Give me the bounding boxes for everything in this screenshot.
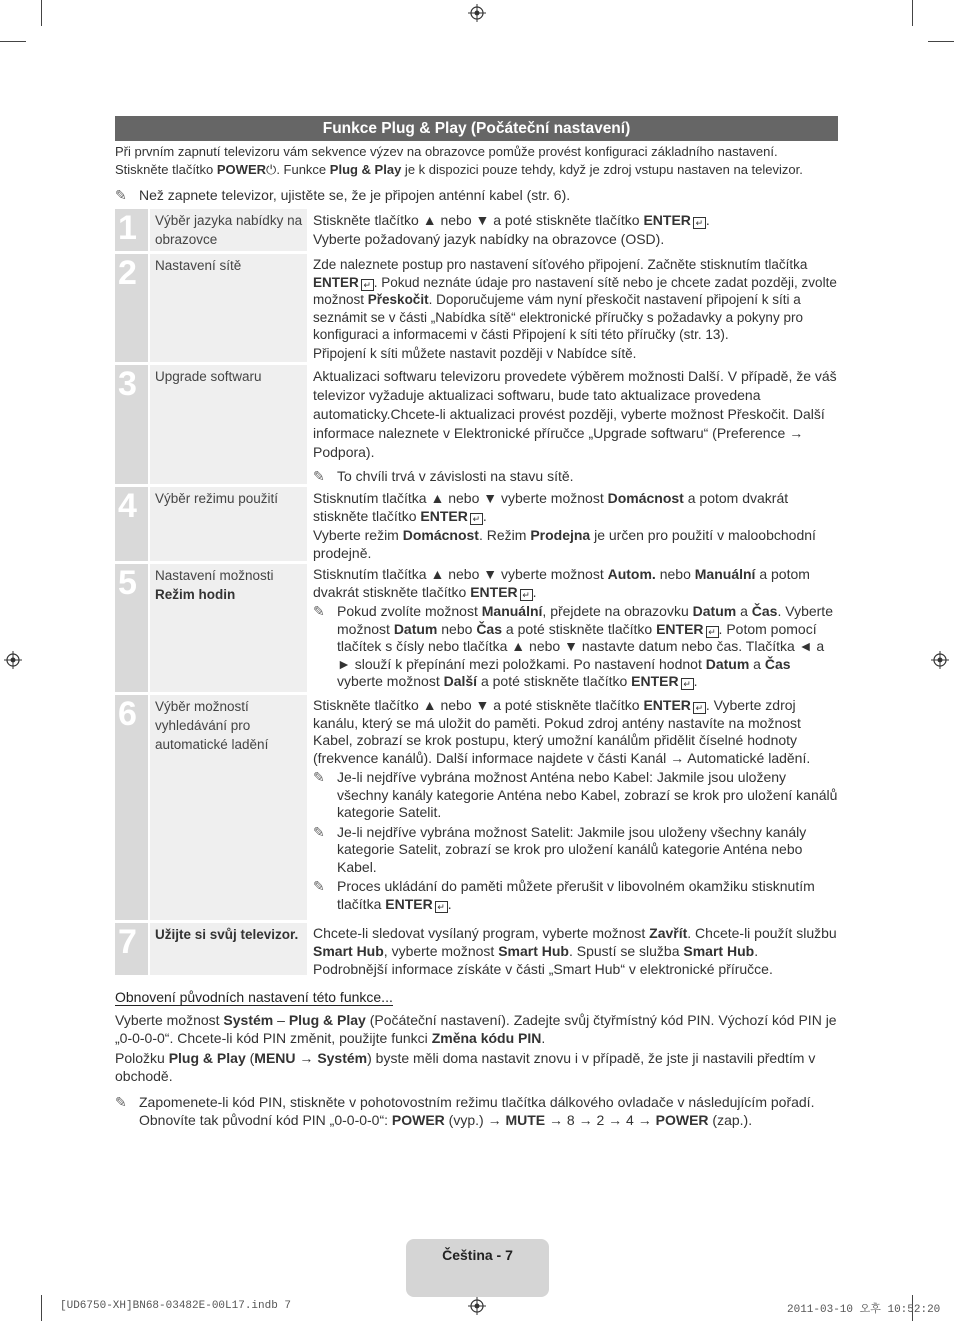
pencil-note-icon: ✎ [313,878,325,894]
crop-mark [41,0,42,26]
desc-text: . Chcete-li použít službu [687,925,837,941]
mute-keyword: MUTE [505,1112,546,1128]
desc-text: Stiskněte tlačítko ▲ nebo ▼ a poté stiskněte tlačítko [313,212,644,228]
note-part: a [736,603,752,619]
crop-mark [928,41,954,42]
desc-text: Vyberte požadovaný jazyk nabídky na obrazovce (OSD). [313,231,665,247]
note-part: . Potom pomocí tlačítek s čísly nebo tlačítka ▲ nebo ▼ nastavte datum nebo čas. Tlačítka ◄ a ► slouží k přepínání mezi položkami. Po nastavení hodnot [337,620,825,672]
intro-text-part: Stiskněte tlačítko [115,162,217,177]
store-keyword: Prodejna [530,527,591,543]
note [313,603,838,691]
enter-keyword: ENTER [470,583,518,600]
crop-mark [41,1295,42,1321]
step-description [307,695,838,920]
smart-hub-keyword: Smart Hub [498,942,569,959]
enter-icon: ↵ [693,217,706,229]
desc-text: . Spustí se služba [568,942,684,959]
power-icon: ⏻ [266,162,277,177]
step-label: Výběr možností vyhledávání pro automatické ladění [150,695,307,920]
power-keyword: POWER [655,1112,709,1128]
desc-text: Připojení k síti můžete nastavit později v Nabídce sítě. [313,345,637,361]
step-row [115,487,838,561]
desc-text: . [754,942,759,959]
enter-icon: ↵ [693,702,706,714]
home-keyword: Domácnost [402,527,479,543]
step-number: 5 [115,564,148,692]
step-description [307,365,838,484]
enter-keyword: ENTER [631,673,679,689]
note-part: Proces ukládání do paměti můžete přerušit v libovolném okamžiku stisknutím tlačítka [337,878,815,912]
pencil-note-icon: ✎ [313,769,325,785]
pencil-note-icon: ✎ [313,823,325,840]
steps-table [115,209,838,978]
footer-timestamp: 2011-03-10 오후 10:52:20 [787,1304,941,1316]
system-keyword: Systém [223,1012,274,1028]
step-label: Nastavení sítě [150,254,307,362]
power-keyword: POWER [216,162,267,177]
desc-text: a potom dvakrát stiskněte tlačítko [313,490,789,524]
step-label: Upgrade softwaru [150,365,307,484]
pencil-note-icon: ✎ [313,603,325,619]
desc-text: Vyberte režim [313,527,403,543]
desc-text: Stisknutím tlačítka ▲ nebo ▼ vyberte možnost [313,566,608,582]
note-text: Pokud zvolíte možnost Manuální, přejdete na obrazovku Datum a Čas. Vyberte možnost Datum nebo Čas a poté stiskněte tlačítko ENTER ↵ . Potom pomocí tlačítek s čísly nebo tlačítka ▲ nebo ▼ nastavte datum nebo čas. Tlačítka ◄ a ► slouží k přepínání mezi položkami. Po nastavení hodnot Datum a Čas vyberte možnost Další a poté stiskněte tlačítko ENTER ↵ . [337,603,833,689]
note-part: Pokud zvolíte možnost [337,603,482,619]
intro-note [115,186,845,204]
enter-icon: ↵ [435,901,448,913]
step-row [115,209,838,251]
note [313,467,838,486]
step-number: 6 [115,695,148,920]
reset-paragraph [115,1011,843,1047]
intro-line: Při prvním zapnutí televizoru vám sekvence výzev na obrazovce pomůže provést konfiguraci základního nastavení. [115,144,778,159]
step-description: Stiskněte tlačítko ▲ nebo ▼ a poté stiskněte tlačítko ENTER ↵ . Vyberte požadovaný jazyk nabídky na obrazovce (OSD). [307,209,838,251]
note-text: Než zapnete televizor, ujistěte se, že je připojen anténní kabel (str. 6). [139,187,571,203]
page-number-tab: Čeština - 7 [406,1239,549,1297]
note-text: To chvíli trvá v závislosti na stavu sítě. [337,468,574,484]
plug-play-keyword: Plug & Play [168,1050,246,1066]
step-number: 7 [115,923,148,975]
step-description: Stisknutím tlačítka ▲ nebo ▼ vyberte možnost Autom. nebo Manuální a potom dvakrát stiskněte tlačítko ENTER ↵ . ✎ Pokud zvolíte možnost Manuální, přejdete na obrazovku Datum a Čas. Vyberte možnost Datum nebo Čas a poté stiskněte tlačítko ENTER ↵ . Potom pomocí tlačítek s čísly nebo tlačítka ▲ nebo ▼ nastavte datum nebo čas. Tlačítka ◄ a ► slouží k přepínání mezi položkami. Po nastavení hodnot Datum a Čas vyberte možnost Další a poté stiskněte tlačítko ENTER ↵ . [307,564,838,692]
desc-text: Zde naleznete postup pro nastavení síťového připojení. Začněte stisknutím tlačítka [313,257,808,272]
enter-keyword: ENTER [643,697,691,713]
step-number: 1 [115,209,148,251]
registration-mark-icon [931,651,949,669]
skip-keyword: Přeskočit [367,292,429,307]
plug-play-keyword: Plug & Play [329,162,402,177]
step-row [115,564,838,692]
note [313,824,838,877]
note-part: (zap.). [708,1112,753,1128]
note-keyword: Čas [476,620,502,637]
step-label: Výběr jazyka nabídky na obrazovce [150,209,307,251]
note-part: a poté stiskněte tlačítko [477,673,632,689]
para-text: ( [245,1050,255,1066]
para-text: – [273,1012,289,1028]
enter-keyword: ENTER [313,274,359,290]
smart-hub-keyword: Smart Hub [683,942,755,959]
desc-text: . Vyberte zdroj kanálu, který se má uložit do paměti. Pokud zdroj antény nastavíte na možnost Kabel, zobrazí se krok postupu, který umožní kanálům přidělit číselné hodnoty (frekvence kanálů). Další informace najdete v části Kanál → Automatické ladění. [313,697,811,766]
reset-paragraph [115,1049,843,1085]
step-label: Užijte si svůj televizor. [150,923,307,975]
enter-icon: ↵ [361,279,374,291]
pencil-note-icon: ✎ [115,187,127,203]
enter-icon: ↵ [470,513,483,525]
note-part: (vyp.) → [444,1112,506,1128]
para-text: Vyberte možnost [115,1012,224,1028]
system-keyword: Systém [317,1050,368,1066]
desc-text: . Doporučujeme vám nyní přeskočit nastavení připojení k síti a seznámit se v části „Nabídka sítě“ elektronické příručky s požadavky a pokyny pro konfiguraci a informacemi v části Připojení k síti této příručky (str. 13). [313,292,803,342]
note-part: nebo [437,620,477,637]
home-keyword: Domácnost [607,490,684,506]
desc-text: je určen pro použití v maloobchodní prodejně. [313,527,816,561]
intro-text-part: je k dispozici pouze tehdy, když je zdroj vstupu nastaven na televizor. [401,162,803,177]
step-row [115,923,838,975]
registration-mark-icon [468,1297,486,1315]
note-part: . Vyberte možnost [337,603,833,637]
step-description [307,923,838,975]
desc-text: nebo [655,566,695,582]
reset-note [115,1093,843,1129]
pencil-note-icon: ✎ [313,468,325,484]
intro-text [115,143,845,179]
step-row [115,365,838,484]
section-title: Funkce Plug & Play (Počáteční nastavení) [115,116,838,141]
registration-mark-icon [4,651,22,669]
note-text: Je-li nejdříve vybrána možnost Satelit: Jakmile jsou uloženy všechny kanály kategorie Satelit, zobrazí se krok pro uložení kanálů kategorie Anténa nebo Kabel. [337,823,807,875]
note-part: vyberte možnost [337,673,444,689]
enter-keyword: ENTER [656,620,704,637]
desc-text: Stisknutím tlačítka ▲ nebo ▼ vyberte možnost [313,490,608,506]
step-label [150,564,307,692]
note-part: a [749,655,765,672]
para-text: Položku [115,1050,169,1066]
desc-text: Podrobnější informace získáte v části „Smart Hub“ v elektronické příručce. [313,961,773,977]
enter-keyword: ENTER [385,895,433,912]
enter-icon: ↵ [520,589,533,601]
note-keyword: Datum [393,620,438,637]
note-keyword: Další [443,673,478,689]
step-row [115,695,838,920]
note-part: Zapomenete-li kód PIN, stiskněte v pohotovostním režimu tlačítka dálkového ovladače v následujícím pořadí. Obnovíte tak původní kód PIN „0-0-0-0“: [139,1094,815,1128]
note-keyword: Čas [764,655,791,672]
crop-mark [0,41,26,42]
para-text: (Počáteční nastavení). Zadejte svůj čtyřmístný kód PIN. Výchozí kód PIN je „0-0-0-0“. Chcete-li kód PIN změnit, použijte funkci [115,1012,837,1046]
close-keyword: Zavřít [649,925,688,941]
desc-text: Chcete-li sledovat vysílaný program, vyberte možnost [313,925,650,941]
desc-text: Aktualizaci softwaru televizoru provedete výběrem možnosti Další. V případě, že váš televizor vyžaduje aktualizaci softwaru, bude tato aktualizace provedena automaticky.Chcete-li aktualizaci provést později, vyberte možnost Přeskočit. Další informace naleznete v Elektronické příručce „Upgrade softwaru“ (Preference → Podpora). [313,368,837,460]
footer-file-info: [UD6750-XH]BN68-03482E-00L17.indb 7 [60,1300,292,1312]
clock-mode-label: Režim hodin [155,587,236,602]
step-number: 2 [115,254,148,362]
enter-keyword: ENTER [643,212,691,228]
pencil-note-icon: ✎ [115,1094,127,1110]
desc-text: a potom dvakrát stiskněte tlačítko [313,566,810,600]
arrow-text: → [295,1050,318,1066]
note [313,769,838,822]
step-number: 4 [115,487,148,561]
note-part: , přejdete na obrazovku [542,603,693,619]
desc-text: , vyberte možnost [383,942,499,959]
note-keyword: Datum [705,655,750,672]
enter-icon: ↵ [706,626,719,638]
step-row [115,254,838,362]
note-keyword: Čas [751,603,778,619]
desc-text: . Pokud neznáte údaje pro nastavení sítě nebo je chcete zadat později, zvolte možnost [313,274,837,307]
note-text: Je-li nejdříve vybrána možnost Anténa nebo Kabel: Jakmile jsou uloženy všechny kanály kategorie Anténa nebo Kabel, zobrazí se krok pro uložení kanálů kategorie Satelit. [337,769,838,820]
note-text: Proces ukládání do paměti můžete přerušit v libovolném okamžiku stisknutím tlačítka ENTER ↵ . [337,878,815,912]
step-label-line: Nastavení možnosti [155,568,274,583]
enter-keyword: ENTER [420,508,468,524]
note [313,878,838,913]
reset-heading: Obnovení původních nastavení této funkce... [115,989,393,1005]
manual-keyword: Manuální [694,566,756,582]
desc-text: Stiskněte tlačítko ▲ nebo ▼ a poté stiskněte tlačítko [313,697,644,713]
step-number: 3 [115,365,148,484]
note-keyword: Manuální [481,603,543,619]
step-description [307,254,838,362]
auto-keyword: Autom. [607,566,656,582]
intro-text-part: . Funkce [276,162,330,177]
registration-mark-icon [468,4,486,22]
step-description: Stisknutím tlačítka ▲ nebo ▼ vyberte možnost Domácnost a potom dvakrát stiskněte tlačítko ENTER ↵ . Vyberte režim Domácnost. Režim Prodejna je určen pro použití v maloobchodní prodejně. [313,490,816,561]
change-pin-keyword: Změna kódu PIN [431,1030,542,1046]
power-keyword: POWER [391,1112,445,1128]
enter-icon: ↵ [681,678,694,690]
plug-play-keyword: Plug & Play [288,1012,366,1028]
note-text [139,1093,843,1129]
desc-text: . Režim [478,527,531,543]
menu-keyword: MENU [254,1050,296,1066]
note-part: → 8 → 2 → 4 → [545,1112,656,1128]
note-part: a poté stiskněte tlačítko [502,620,657,637]
note-keyword: Datum [692,603,737,619]
crop-mark [912,0,913,26]
smart-hub-keyword: Smart Hub [313,942,384,959]
para-text: ) byste měli doma nastavit znovu i v případě, že jste ji nastavili předtím v obchodě. [115,1050,816,1084]
para-text: . [541,1030,546,1046]
step-label: Výběr režimu použití [150,487,307,561]
